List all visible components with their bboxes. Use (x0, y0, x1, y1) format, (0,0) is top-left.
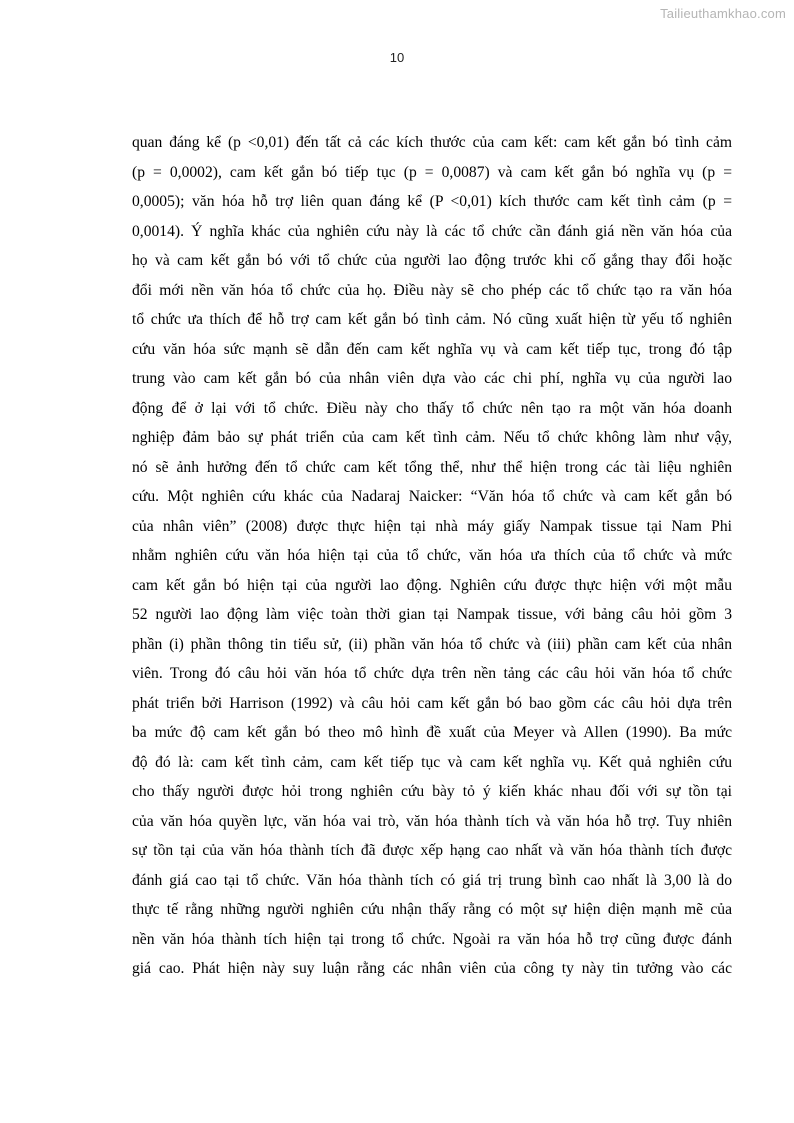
text-line: sự tồn tại của văn hóa thành tích đã được xếp hạng cao nhất và văn hóa thành tích được (132, 842, 732, 859)
text-line: của văn hóa quyền lực, văn hóa vai trò, văn hóa thành tích và văn hóa hỗ trợ. Tuy nhiên (132, 812, 732, 830)
text-line: (p = 0,0002), cam kết gắn bó tiếp tục (p = 0,0087) và cam kết gắn bó nghĩa vụ (p = (132, 163, 732, 181)
text-line: quan đáng kể (p <0,01) đến tất cả các kích thước của cam kết: cam kết gắn bó tình cảm (132, 134, 732, 151)
text-line: nền văn hóa thành tích hiện tại trong tổ chức. Ngoài ra văn hóa hỗ trợ cũng được đánh (132, 930, 732, 948)
text-line: 0,0005); văn hóa hỗ trợ liên quan đáng kể (P <0,01) kích thước cam kết tình cảm (p = (132, 193, 732, 210)
text-line: ba mức độ cam kết gắn bó theo mô hình đề xuất của Meyer và Allen (1990). Ba mức (132, 724, 732, 741)
text-line: giá cao. Phát hiện này suy luận rằng các nhân viên của công ty này tin tưởng vào các (132, 960, 732, 977)
text-line: tổ chức ưa thích để hỗ trợ cam kết gắn bó tình cảm. Nó cũng xuất hiện từ yếu tố nghiên (132, 311, 732, 328)
text-line: cứu. Một nghiên cứu khác của Nadaraj Naicker: “Văn hóa tổ chức và cam kết gắn bó (132, 488, 732, 505)
text-line: độ đó là: cam kết tình cảm, cam kết tiếp tục và cam kết nghĩa vụ. Kết quả nghiên cứu (132, 753, 732, 771)
text-line: họ và cam kết gắn bó với tổ chức của người lao động trước khi cố gắng thay đổi hoặc (132, 252, 732, 269)
watermark-text: Tailieuthamkhao.com (660, 6, 786, 21)
text-line: viên. Trong đó câu hỏi văn hóa tổ chức dựa trên nền tảng các câu hỏi văn hóa tổ chức (132, 665, 732, 682)
text-line: phát triển bởi Harrison (1992) và câu hỏi cam kết gắn bó bao gồm các câu hỏi dựa trên (132, 694, 732, 712)
text-line: của nhân viên” (2008) được thực hiện tại nhà máy giấy Nampak tissue tại Nam Phi (132, 517, 732, 535)
page-number: 10 (389, 50, 405, 65)
text-line: cam kết gắn bó hiện tại của người lao động. Nghiên cứu được thực hiện với một mẫu (132, 576, 732, 594)
text-line: động để ở lại với tổ chức. Điều này cho thấy tổ chức nên tạo ra một văn hóa doanh (132, 399, 732, 417)
text-line: cho thấy người được hỏi trong nghiên cứu bày tỏ ý kiến khác nhau đối với sự tồn tại (132, 783, 732, 800)
text-line: phần (i) phần thông tin tiểu sử, (ii) phần văn hóa tổ chức và (iii) phần cam kết của nhân (132, 635, 732, 653)
text-line: nghiệp đảm bảo sự phát triển của cam kết tình cảm. Nếu tổ chức không làm như vậy, (132, 429, 732, 446)
text-line: 0,0014). Ý nghĩa khác của nghiên cứu này là các tổ chức cần đánh giá nền văn hóa của (132, 222, 732, 240)
text-line: trung vào cam kết gắn bó của nhân viên dựa vào các chi phí, nghĩa vụ của người lao (132, 370, 732, 387)
text-line: 52 người lao động làm việc toàn thời gian tại Nampak tissue, với bảng câu hỏi gồm 3 (132, 606, 732, 623)
text-line: cứu văn hóa sức mạnh sẽ dẫn đến cam kết nghĩa vụ và cam kết tiếp tục, trong đó tập (132, 340, 732, 358)
text-line: thực tế rằng những người nghiên cứu nhận thấy rằng có một sự hiện diện mạnh mẽ của (132, 901, 732, 918)
text-line: nó sẽ ảnh hưởng đến tổ chức cam kết tổng thể, như thể hiện trong các tài liệu nghiên (132, 458, 732, 476)
text-line: đánh giá cao tại tổ chức. Văn hóa thành tích có giá trị trung bình cao nhất là 3,00 là do (132, 871, 732, 889)
text-line: nhằm nghiên cứu văn hóa hiện tại của tổ chức, văn hóa ưa thích của tổ chức và mức (132, 547, 732, 564)
body-paragraph (132, 128, 732, 984)
text-line: đổi mới nền văn hóa tổ chức của họ. Điều này sẽ cho phép các tổ chức tạo ra văn hóa (132, 281, 732, 299)
